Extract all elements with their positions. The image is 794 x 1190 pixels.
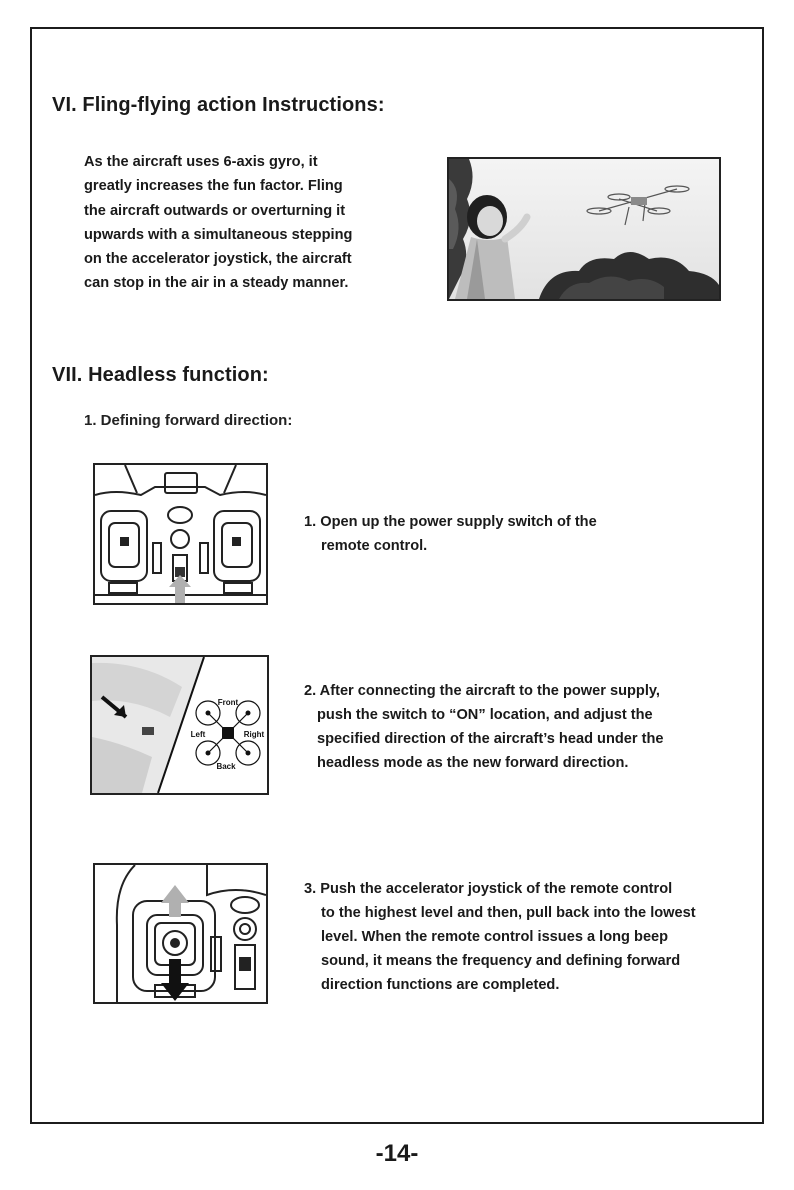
step-line: headless mode as the new forward direction. (317, 755, 629, 771)
section-7-subtitle: 1. Defining forward direction: (84, 412, 293, 429)
section-6-title: VI. Fling-flying action Instructions: (52, 94, 385, 116)
remote-control-illustration (93, 463, 268, 605)
paragraph-line: greatly increases the fun factor. Fling (84, 178, 343, 195)
paragraph-line: upwards with a simultaneous stepping (84, 226, 353, 243)
aircraft-switch-illustration (90, 655, 269, 795)
section-6-paragraph (84, 150, 352, 296)
paragraph-line: As the aircraft uses 6-axis gyro, it (84, 154, 318, 170)
step-1-text (304, 510, 597, 558)
step-line: 2. After connecting the aircraft to the power supply, (304, 683, 660, 699)
step-line: push the switch to “ON” location, and adjust the (317, 707, 653, 723)
step-line: remote control. (321, 538, 428, 554)
step-line: to the highest level and then, pull back into the lowest (321, 905, 696, 921)
page-number: -14- (375, 1140, 419, 1167)
diagram-label-right: Right (243, 730, 265, 739)
paragraph-line: the aircraft outwards or overturning it (84, 202, 346, 219)
step-line: sound, it means the frequency and defining forward (321, 953, 681, 969)
step-line: 3. Push the accelerator joystick of the remote control (304, 881, 673, 897)
step-3-text (304, 877, 696, 997)
step-line: direction functions are completed. (321, 977, 560, 993)
diagram-label-back: Back (216, 762, 236, 771)
fling-photo (447, 157, 721, 301)
paragraph-line: on the accelerator joystick, the aircraft (84, 251, 352, 268)
step-line: level. When the remote control issues a long beep (321, 929, 669, 945)
section-7-title: VII. Headless function: (52, 364, 269, 386)
diagram-label-left: Left (190, 730, 206, 739)
joystick-illustration (93, 863, 268, 1004)
step-2-text (304, 679, 664, 775)
step-line: 1. Open up the power supply switch of the (304, 514, 597, 530)
step-line: specified direction of the aircraft’s head under the (317, 731, 664, 747)
diagram-label-front: Front (217, 698, 239, 707)
paragraph-line: can stop in the air in a steady manner. (84, 275, 349, 292)
